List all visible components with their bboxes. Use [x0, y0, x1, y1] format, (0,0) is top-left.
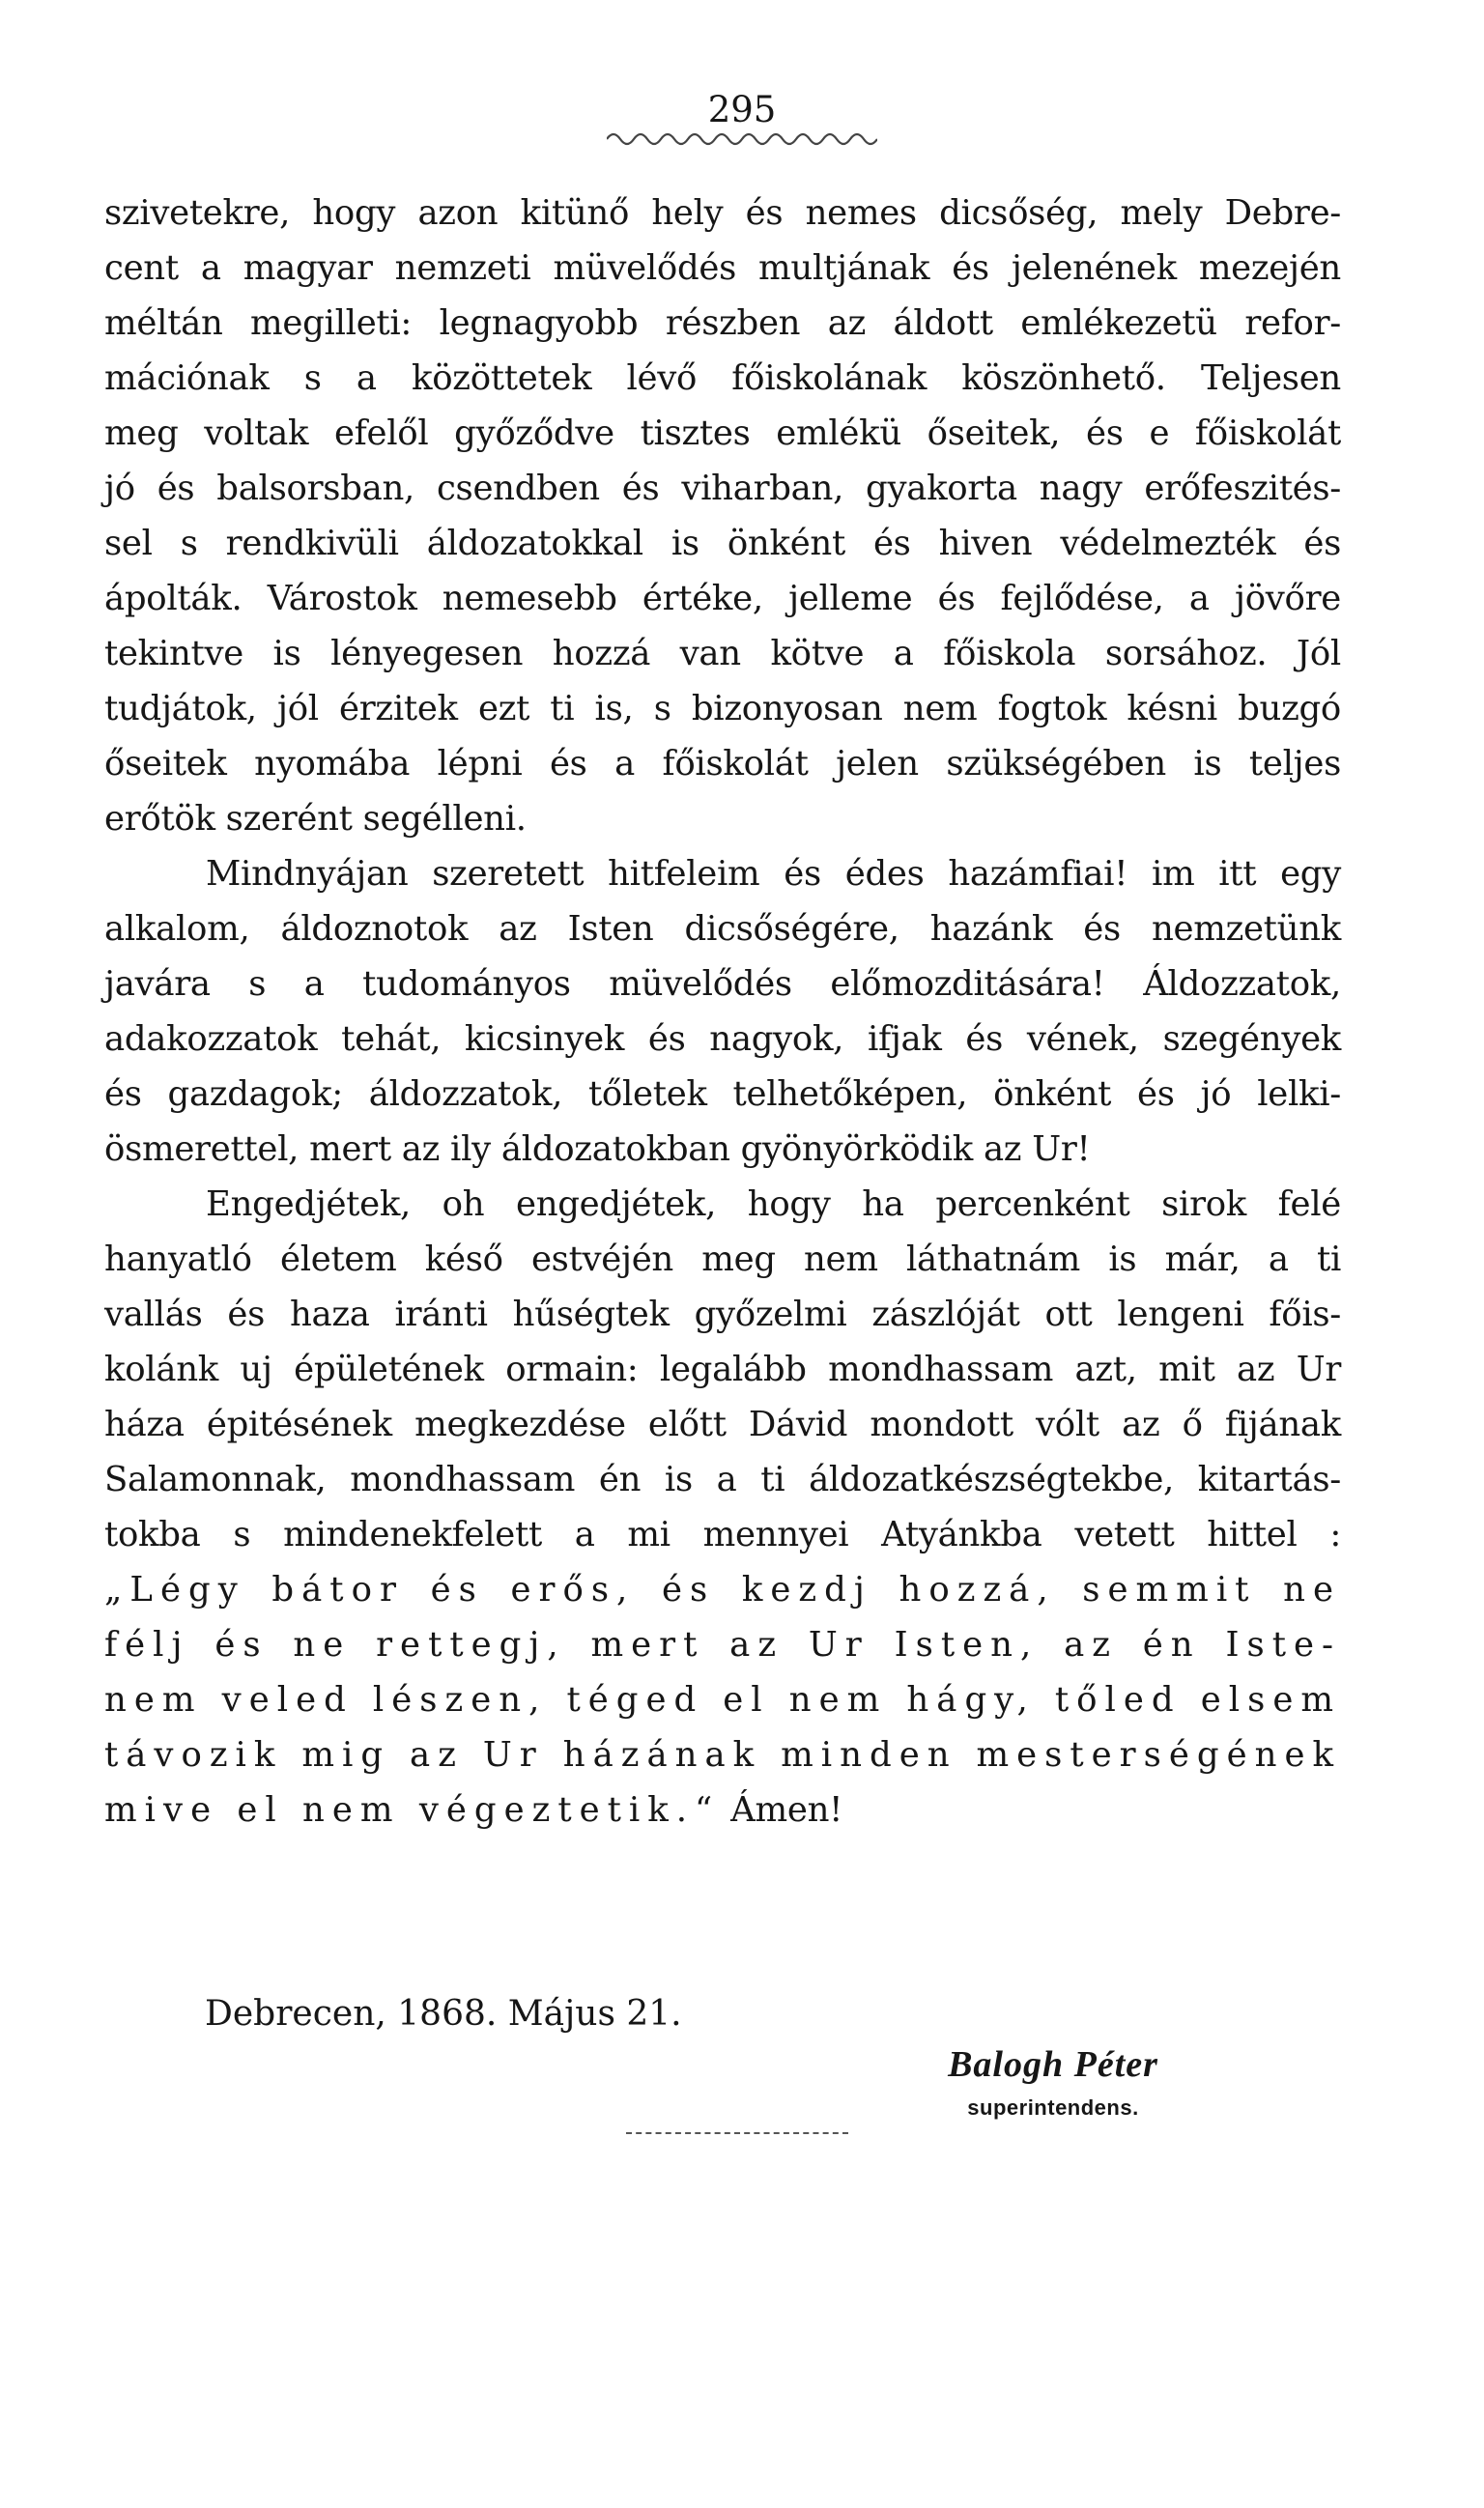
text-line: őseitek nyomába lépni és a főiskolát jelen szükségében is teljes — [104, 744, 1341, 784]
dateline: Debrecen, 1868. Május 21. — [205, 1994, 682, 2034]
text-line: vallás és haza iránti hűségtek győzelmi zászlóját ott lengeni főis- — [104, 1295, 1341, 1334]
text-line: hanyatló életem késő estvéjén meg nem láthatnám is már, a ti — [104, 1240, 1341, 1279]
text-line: ösmerettel, mert az ily áldozatokban gyönyörködik az Ur! — [104, 1129, 1091, 1169]
text-line: sel s rendkivüli áldozatokkal is önként és hiven védelmezték és — [104, 524, 1341, 563]
text-line: szivetekre, hogy azon kitünő hely és nemes dicsőség, mely Debre- — [104, 193, 1341, 233]
body-text — [104, 185, 1341, 1838]
text-line: cent a magyar nemzeti müvelődés multjának és jelenének mezején — [104, 248, 1341, 288]
text-line: meg voltak efelől győződve tisztes emlékü őseitek, és e főiskolát — [104, 413, 1341, 453]
text-line: Salamonnak, mondhassam én is a ti áldozatkészségtekbe, kitartás- — [104, 1460, 1341, 1499]
quote-final-line — [104, 1782, 1341, 1838]
signature-name: Balogh Péter — [948, 2044, 1158, 2085]
page-number: 295 — [707, 89, 777, 130]
paragraph-1 — [104, 185, 1341, 846]
text-line: tudjátok, jól érzitek ezt ti is, s bizonyosan nem fogtok késni buzgó — [104, 689, 1341, 728]
quote-end: mive el nem végeztetik.“ — [104, 1790, 721, 1830]
quote-line: „Légy bátor és erős, és kezdj hozzá, semmit ne — [104, 1570, 1341, 1610]
text-line: Mindnyájan szeretett hitfeleim és édes hazámfiai! im itt egy — [206, 854, 1341, 894]
signature-block — [850, 2041, 1256, 2123]
text-line: háza épitésének megkezdése előtt Dávid mondott vólt az ő fijának — [104, 1405, 1341, 1444]
text-line: erőtök szerént segélleni. — [104, 799, 527, 839]
signature-title: superintendens. — [967, 2095, 1139, 2120]
closing-divider — [626, 2132, 848, 2134]
text-line: tokba s mindenekfelett a mi mennyei Atyánkba vetett hittel : — [104, 1515, 1341, 1554]
text-line: javára s a tudományos müvelődés előmozditására! Áldozzatok, — [104, 964, 1341, 1004]
text-line: jó és balsorsban, csendben és viharban, gyakorta nagy erőfeszités- — [104, 469, 1341, 508]
paragraph-3 — [104, 1177, 1341, 1838]
text-line: mációnak s a közöttetek lévő főiskolának köszönhető. Teljesen — [104, 358, 1341, 398]
text-line: és gazdagok; áldozzatok, tőletek telhetőképen, önként és jó lelki- — [104, 1074, 1341, 1114]
quote-line: félj és ne rettegj, mert az Ur Isten, az én Iste- — [104, 1625, 1341, 1665]
text-line: kolánk uj épületének ormain: legalább mondhassam azt, mit az Ur — [104, 1350, 1341, 1389]
wavy-ornament-icon — [0, 128, 1484, 155]
text-line: tekintve is lényegesen hozzá van kötve a főiskola sorsához. Jól — [104, 634, 1341, 673]
quote-line: nem veled lészen, téged el nem hágy, tőled elsem — [104, 1680, 1341, 1720]
text-line: Engedjétek, oh engedjétek, hogy ha percenként sirok felé — [206, 1184, 1341, 1224]
paragraph-2 — [104, 846, 1341, 1177]
quote-line: távozik mig az Ur házának minden mesterségének — [104, 1735, 1341, 1775]
text-line: ápolták. Várostok nemesebb értéke, jelleme és fejlődése, a jövőre — [104, 579, 1341, 618]
text-line: méltán megilleti: legnagyobb részben az áldott emlékezetü refor- — [104, 303, 1341, 343]
text-line: adakozzatok tehát, kicsinyek és nagyok, ifjak és vének, szegények — [104, 1019, 1341, 1059]
amen-text: Ámen! — [730, 1790, 843, 1830]
text-line: alkalom, áldoznotok az Isten dicsőségére, hazánk és nemzetünk — [104, 909, 1341, 949]
